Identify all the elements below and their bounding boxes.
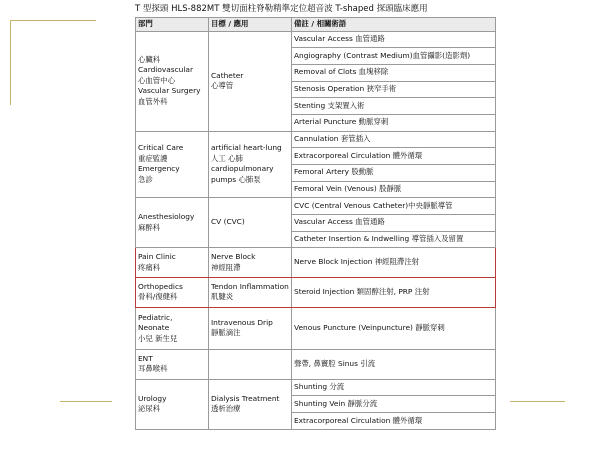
target-cell	[209, 198, 292, 248]
table-row	[136, 307, 496, 350]
target-line: Tendon Inflammation	[211, 281, 289, 291]
target-cell	[209, 131, 292, 198]
target-line: Nerve Block	[211, 252, 256, 262]
notes-cell: Nerve Block Injection 神經阻滯注射	[292, 248, 496, 278]
notes-cell: Cannulation 套管插入	[292, 131, 496, 148]
table-row	[136, 379, 496, 396]
header-notes: 備註 / 相關術語	[292, 18, 496, 32]
department-line: 心臟科	[138, 54, 161, 64]
document-title: T 型探頭 HLS-882MT 雙切面柱脊勒精準定位超音波 T-shaped 探頭臨床應用	[135, 4, 428, 14]
department-line: Orthopedics	[138, 281, 183, 291]
decorative-bottom-left-line	[60, 401, 112, 402]
notes-cell: Arterial Puncture 動脈穿刺	[292, 114, 496, 131]
notes-cell: Stenting 支架置入術	[292, 98, 496, 115]
table-row	[136, 350, 496, 380]
target-line: artificial heart-lung	[211, 143, 282, 153]
notes-cell: Removal of Clots 血塊移除	[292, 64, 496, 81]
department-line: Emergency	[138, 164, 180, 174]
department-cell	[136, 131, 209, 198]
target-line: 靜脈滴注	[211, 328, 241, 338]
header-target: 目標 / 應用	[209, 18, 292, 32]
target-cell	[209, 31, 292, 131]
notes-cell: Extracorporeal Circulation 體外循環	[292, 148, 496, 165]
department-line: 耳鼻喉科	[138, 364, 168, 374]
department-line: 麻醉科	[138, 222, 161, 232]
department-line: 急診	[138, 174, 153, 184]
table-header-row	[136, 18, 496, 32]
department-line: Critical Care	[138, 143, 184, 153]
department-line: Anesthesiology	[138, 212, 195, 222]
department-cell	[136, 379, 209, 429]
notes-cell: Stenosis Operation 狹窄手術	[292, 81, 496, 98]
decorative-top-line	[10, 20, 96, 21]
department-cell	[136, 307, 209, 350]
notes-cell: Femoral Artery 股動脈	[292, 164, 496, 181]
department-cell	[136, 198, 209, 248]
target-line: 人工 心肺	[211, 153, 243, 163]
target-line: Dialysis Treatment	[211, 393, 280, 403]
notes-cell: Vascular Access 血管通路	[292, 214, 496, 231]
table-row	[136, 248, 496, 278]
department-line: 泌尿科	[138, 404, 161, 414]
department-line: 疼痛科	[138, 262, 161, 272]
table-row	[136, 131, 496, 148]
department-line: Pain Clinic	[138, 252, 176, 262]
target-line: 神經阻滯	[211, 262, 241, 272]
decorative-vertical-line	[10, 20, 11, 105]
notes-cell: Femoral Vein (Venous) 股靜脈	[292, 181, 496, 198]
table-body	[136, 31, 496, 430]
notes-cell: Angiography (Contrast Medium)血管攝影(造影劑)	[292, 48, 496, 65]
target-line: 心導管	[211, 81, 234, 91]
table-row	[136, 198, 496, 215]
target-cell	[209, 277, 292, 307]
department-line: 骨科/復健科	[138, 292, 178, 302]
target-line: 透析治療	[211, 404, 241, 414]
target-line: Catheter	[211, 70, 244, 80]
department-cell	[136, 31, 209, 131]
notes-cell: 聲帶, 鼻竇腔 Sinus 引流	[292, 350, 496, 380]
target-line: CV (CVC)	[211, 217, 245, 227]
target-line: 肌腱炎	[211, 292, 234, 302]
decorative-bottom-right-line	[510, 401, 565, 402]
department-line: Pediatric, Neonate	[138, 312, 173, 333]
department-line: 心血管中心	[138, 75, 175, 85]
clinical-application-table	[135, 17, 496, 430]
notes-cell: CVC (Central Venous Catheter)中央靜脈導管	[292, 198, 496, 215]
notes-cell: Extracorporeal Circulation 體外循環	[292, 413, 496, 430]
department-line: 重症監護	[138, 153, 168, 163]
notes-cell: Shunting 分流	[292, 379, 496, 396]
target-line: Intravenous Drip	[211, 317, 273, 327]
target-cell	[209, 350, 292, 380]
target-line: pumps 心肺泵	[211, 174, 261, 184]
target-cell	[209, 379, 292, 429]
department-line: ENT	[138, 353, 153, 363]
department-line: Vascular Surgery	[138, 86, 201, 96]
department-line: Cardiovascular	[138, 65, 193, 75]
department-line: Urology	[138, 393, 167, 403]
department-cell	[136, 248, 209, 278]
notes-cell: Vascular Access 血管通路	[292, 31, 496, 48]
table-row	[136, 277, 496, 307]
target-cell	[209, 307, 292, 350]
notes-cell: Catheter Insertion & Indwelling 導管插入及留置	[292, 231, 496, 248]
notes-cell: Venous Puncture (Veinpuncture) 靜脈穿刺	[292, 307, 496, 350]
notes-cell: Steroid Injection 類固醇注射, PRP 注射	[292, 277, 496, 307]
header-department: 部門	[136, 18, 209, 32]
notes-cell: Shunting Vein 靜脈分流	[292, 396, 496, 413]
target-line: cardiopulmonary	[211, 164, 274, 174]
department-line: 小兒 新生兒	[138, 333, 178, 343]
target-cell	[209, 248, 292, 278]
table-row	[136, 31, 496, 48]
department-cell	[136, 350, 209, 380]
department-line: 血管外科	[138, 96, 168, 106]
department-cell	[136, 277, 209, 307]
